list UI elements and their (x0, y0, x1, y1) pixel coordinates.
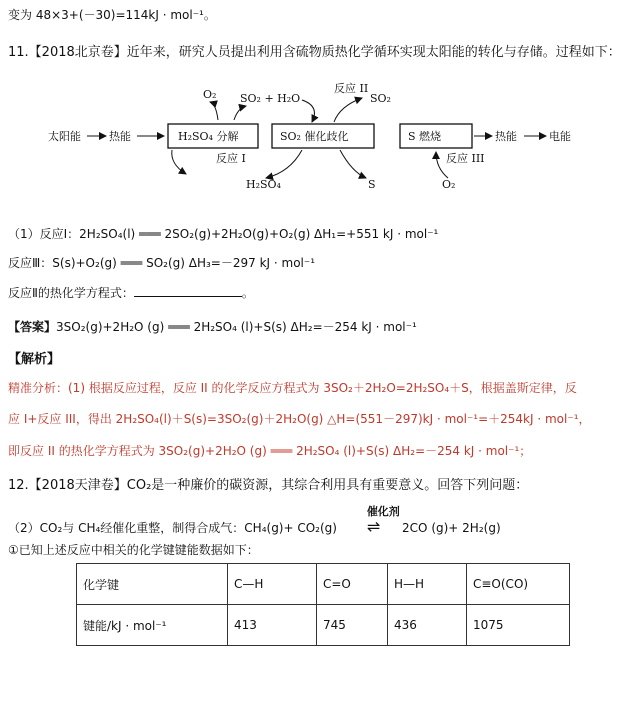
q11-heading (8, 41, 621, 60)
q11-part2: 反应Ⅲ：S(s)+O₂(g) ═══ SO₂(g) ΔH₃=－297 kJ · mol⁻¹ (8, 256, 316, 270)
box3-label: S 燃烧 (408, 130, 442, 143)
table-row (77, 564, 570, 605)
catalyst-label: 催化剂 (366, 505, 400, 518)
table-cell: C=O (317, 564, 388, 605)
table-cell: 化学键 (77, 564, 228, 605)
equilibrium-arrow: ⇌ (366, 517, 381, 536)
q11-part3 (8, 284, 254, 301)
o2-top-label: O₂ (203, 88, 217, 101)
table-cell: 413 (228, 605, 317, 646)
answer-blank (134, 284, 242, 297)
q12-item1: ①已知上述反应中相关的化学键键能数据如下： (8, 543, 259, 557)
analysis-line-2: 应 I+反应 III，得出 2H₂SO₄(l)＋S(s)=3SO₂(g)＋2H₂O(g) △H=(551－297)kJ · mol⁻¹=＋254kJ · mol⁻¹， (8, 412, 591, 426)
table-cell: 1075 (467, 605, 570, 646)
answer-text: 3SO₂(g)+2H₂O (g) ═══ 2H₂SO₄ (l)+S(s) ΔH₂=－254 kJ · mol⁻¹ (56, 320, 417, 334)
q12-heading (8, 474, 528, 493)
arrow-from-box2-up (334, 98, 362, 122)
h2so4-bottom-label: H₂SO₄ (246, 178, 281, 191)
solar-energy-label: 太阳能 (48, 130, 81, 143)
q12-text: CO₂是一种廉价的碳资源，其综合利用具有重要意义。回答下列问题： (126, 478, 529, 493)
top-line: 变为 48×3+(－30)=114kJ · mol⁻¹。 (8, 8, 216, 22)
arrow-into-box2 (302, 100, 314, 122)
bond-energy-table (76, 563, 570, 646)
s-bottom-label: S (368, 178, 376, 191)
reaction-2-label: 反应 II (334, 82, 369, 95)
table-cell: 436 (388, 605, 467, 646)
part3-prefix: 反应Ⅱ的热化学方程式： (8, 286, 134, 300)
table-row (77, 605, 570, 646)
answer-label: 【答案】 (8, 320, 57, 334)
q12-part2-left: （2）CO₂与 CH₄经催化重整，制得合成气：CH₄(g)+ CO₂(g) (8, 521, 337, 535)
heat-label-2: 热能 (495, 130, 517, 143)
arrow-o2-up (210, 102, 218, 120)
arrow-s-down (340, 150, 366, 178)
q11-prefix: 11.【2018北京卷】 (8, 45, 127, 60)
o2-bottom-label: O₂ (442, 178, 456, 191)
arrow-so2-up (234, 106, 246, 120)
analysis-label: 【解析】 (8, 352, 61, 367)
q12-part2 (8, 505, 501, 536)
reaction-1-label: 反应 I (216, 152, 246, 165)
q12-prefix: 12.【2018天津卷】 (8, 478, 127, 493)
arrow-return-left (172, 150, 186, 174)
so2-top-label: SO₂ (370, 92, 391, 105)
arrow-h2so4-down (266, 150, 302, 178)
analysis-line-1: 精准分析：(1) 根据反应过程，反应 II 的化学反应方程式为 3SO₂＋2H₂O=2H₂SO₄＋S，根据盖斯定律，反 (8, 381, 577, 395)
analysis-line-3: 即反应 II 的热化学方程式为 3SO₂(g)+2H₂O (g) ═══ 2H₂SO₄ (l)+S(s) ΔH₂=－254 kJ · mol⁻¹； (8, 444, 532, 458)
q11-text: 近年来，研究人员提出利用含硫物质热化学循环实现太阳能的转化与存储。过程如下： (126, 45, 621, 60)
table-cell: H—H (388, 564, 467, 605)
q12-part2-right: 2CO (g)+ 2H₂(g) (402, 521, 501, 535)
box2-label: SO₂ 催化歧化 (280, 130, 349, 143)
q11-part1: （1）反应Ⅰ：2H₂SO₄(l) ═══ 2SO₂(g)+2H₂O(g)+O₂(g) ΔH₁=+551 kJ · mol⁻¹ (8, 227, 439, 241)
reaction-3-label: 反应 III (446, 152, 485, 165)
electricity-label: 电能 (549, 130, 571, 143)
part3-suffix: 。 (241, 286, 254, 300)
so2-h2o-label: SO₂ + H₂O (240, 92, 301, 105)
cycle-diagram (40, 80, 600, 200)
box1-label: H₂SO₄ 分解 (178, 130, 239, 143)
heat-label-1: 热能 (109, 130, 131, 143)
table-cell: C≡O(CO) (467, 564, 570, 605)
table-cell: C—H (228, 564, 317, 605)
catalyst-arrow (366, 505, 400, 536)
table-cell: 键能/kJ · mol⁻¹ (77, 605, 228, 646)
table-cell: 745 (317, 605, 388, 646)
q11-answer (8, 318, 417, 335)
